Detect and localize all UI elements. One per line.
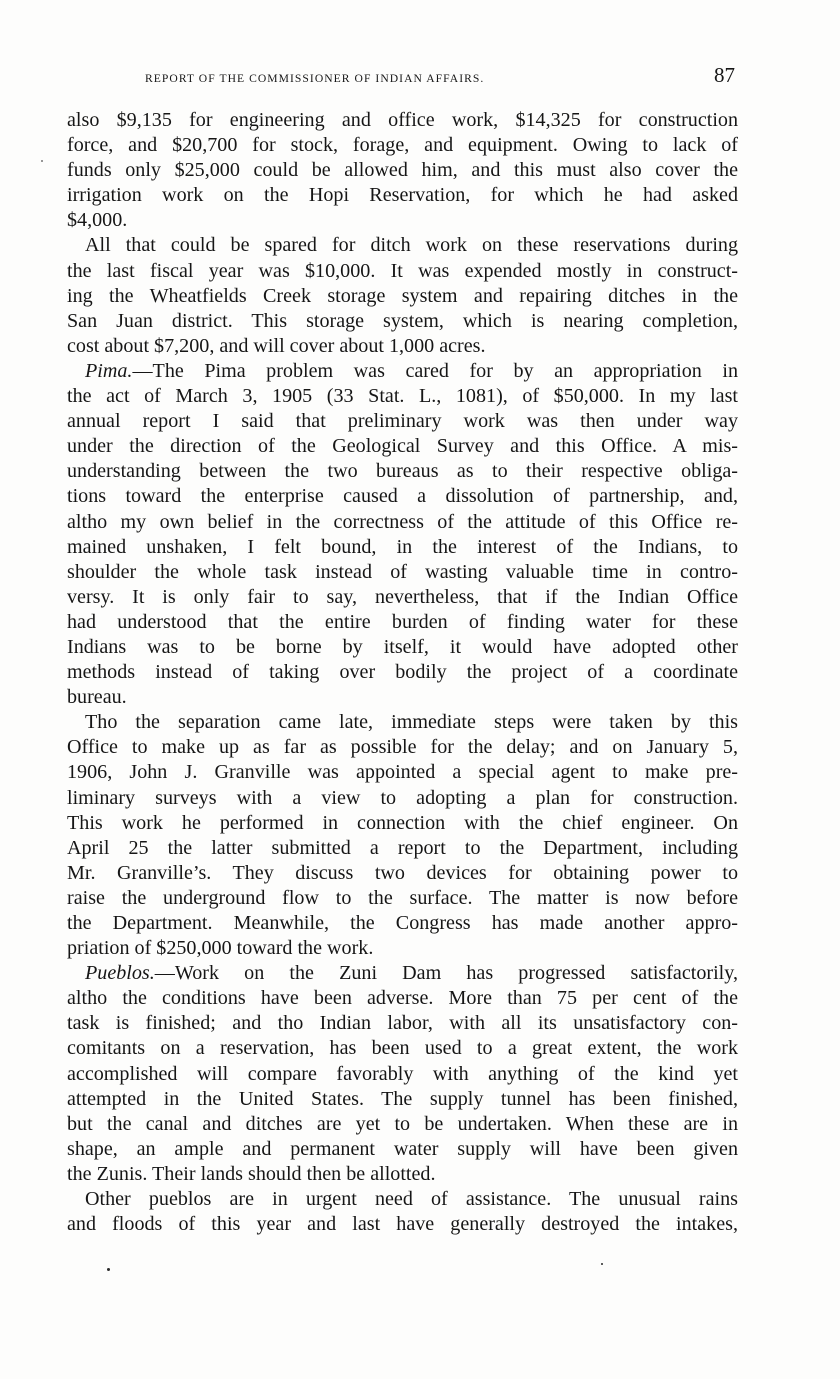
section-lead-pueblos: Pueblos.	[85, 962, 155, 985]
text-line: liminary surveys with a view to adopting a plan for construction.	[67, 786, 738, 809]
scan-speck	[107, 1268, 110, 1271]
text-line: annual report I said that preliminary work was then under way	[67, 410, 738, 433]
paragraph-ditch-work	[67, 233, 738, 358]
text-line	[67, 359, 738, 384]
text-line: Office to make up as far as possible for the delay; and on January 5,	[67, 736, 738, 759]
text-line: the act of March 3, 1905 (33 Stat. L., 1081), of $50,000. In my last	[67, 385, 738, 408]
text-line: the Department. Meanwhile, the Congress has made another appro-	[67, 912, 738, 934]
text-line: priation of $250,000 toward the work.	[67, 937, 374, 960]
text-line: Other pueblos are in urgent need of assistance. The unusual rains	[85, 1188, 738, 1211]
text-line: Mr. Granville’s. They discuss two devices for obtaining power to	[67, 861, 738, 884]
section-lead-pima: Pima.	[85, 359, 133, 382]
text-line: methods instead of taking over bodily the project of a coordinate	[67, 661, 738, 684]
running-title: REPORT OF THE COMMISSIONER OF INDIAN AFFAIRS.	[145, 72, 485, 85]
text-line: also $9,135 for engineering and office work, $14,325 for construction	[67, 109, 738, 131]
text-line: cost about $7,200, and will cover about 1,000 acres.	[67, 334, 486, 357]
text-line: altho the conditions have been adverse. More than 75 per cent of the	[67, 987, 738, 1010]
scan-speck	[601, 1263, 603, 1265]
text-line: $4,000.	[67, 209, 128, 232]
scan-speck	[41, 160, 43, 162]
text-line: and floods of this year and last have generally destroyed the intakes,	[67, 1213, 738, 1236]
paragraph-pueblos	[67, 961, 738, 1187]
text-line: tions toward the enterprise caused a dissolution of partnership, and,	[67, 485, 738, 508]
text-line: comitants on a reservation, has been used to a great extent, the work	[67, 1037, 738, 1060]
text-line: but the canal and ditches are yet to be undertaken. When these are in	[67, 1112, 738, 1135]
text-line: raise the underground flow to the surface. The matter is now before	[67, 886, 738, 909]
text-line: had understood that the entire burden of finding water for these	[67, 610, 738, 633]
body-text	[67, 108, 738, 1237]
text-line: funds only $25,000 could be allowed him, and this must also cover the	[67, 159, 738, 182]
text-line: bureau.	[67, 686, 127, 709]
text-line: understanding between the two bureaus as to their respective obliga-	[67, 460, 738, 483]
text-line-run: —Work on the Zuni Dam has progressed satisfactorily,	[154, 962, 738, 985]
text-line	[67, 961, 738, 986]
text-line: altho my own belief in the correctness of the attitude of this Office re-	[67, 510, 738, 533]
paragraph-continuation	[67, 108, 738, 233]
text-line: mained unshaken, I felt bound, in the interest of the Indians, to	[67, 535, 738, 558]
text-line: 1906, John J. Granville was appointed a special agent to make pre-	[67, 761, 738, 784]
text-line: shoulder the whole task instead of wasting valuable time in contro-	[67, 560, 738, 583]
text-line: irrigation work on the Hopi Reservation, for which he had asked	[67, 184, 738, 207]
page-number: 87	[714, 63, 735, 87]
text-line: ing the Wheatfields Creek storage system and repairing ditches in the	[67, 284, 738, 307]
text-line: task is finished; and tho Indian labor, with all its unsatisfactory con-	[67, 1012, 738, 1035]
text-line: force, and $20,700 for stock, forage, and equipment. Owing to lack of	[67, 134, 738, 157]
running-head	[145, 63, 735, 90]
text-line: This work he performed in connection with the chief engineer. On	[67, 811, 738, 834]
text-line: accomplished will compare favorably with anything of the kind yet	[67, 1062, 738, 1085]
text-line-run: —The Pima problem was cared for by an appropriation in	[132, 359, 738, 382]
text-line: San Juan district. This storage system, which is nearing completion,	[67, 309, 738, 332]
text-line: shape, an ample and permanent water supply will have been given	[67, 1137, 738, 1160]
text-line: April 25 the latter submitted a report to the Department, including	[67, 836, 738, 859]
paragraph-separation	[67, 710, 738, 961]
text-line: attempted in the United States. The supply tunnel has been finished,	[67, 1087, 738, 1110]
paragraph-pima	[67, 359, 738, 710]
paragraph-other-pueblos	[67, 1187, 738, 1237]
text-line: All that could be spared for ditch work on these reservations during	[85, 234, 738, 257]
text-line: the last fiscal year was $10,000. It was expended mostly in construct-	[67, 259, 738, 282]
text-line: under the direction of the Geological Survey and this Office. A mis-	[67, 435, 738, 458]
text-line: versy. It is only fair to say, nevertheless, that if the Indian Office	[67, 585, 738, 608]
text-line: Tho the separation came late, immediate steps were taken by this	[85, 711, 738, 734]
text-line: Indians was to be borne by itself, it would have adopted other	[67, 635, 738, 658]
text-line: the Zunis. Their lands should then be allotted.	[67, 1162, 436, 1185]
